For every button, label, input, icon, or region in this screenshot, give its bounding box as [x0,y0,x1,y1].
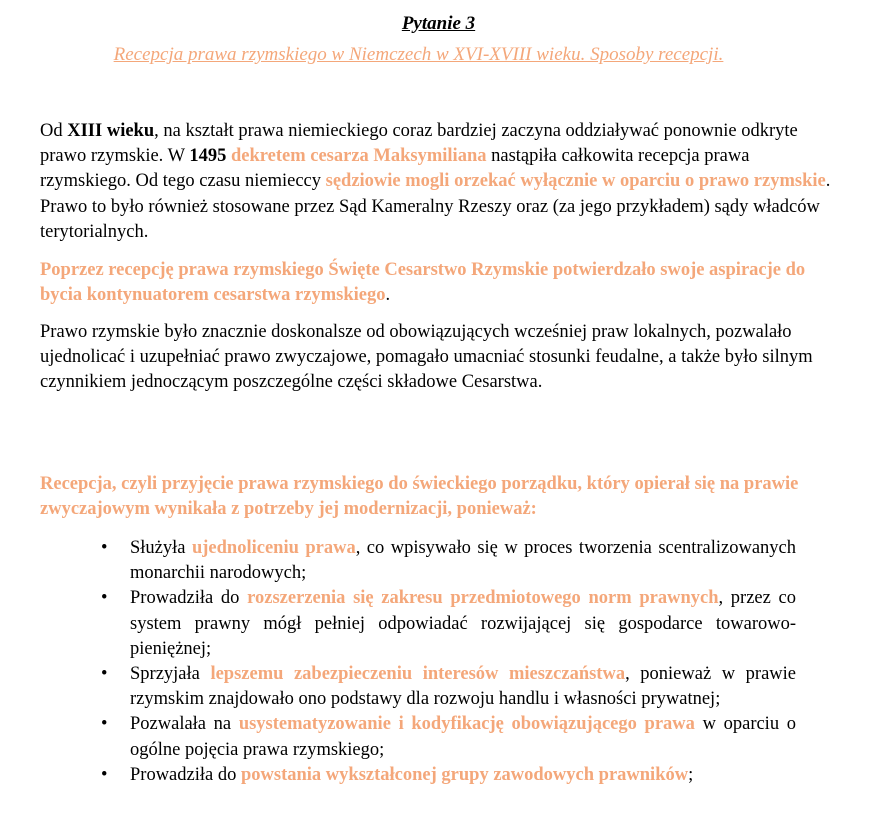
text-run: Prowadziła do [130,764,241,785]
bullet-icon: • [101,714,108,735]
highlighted-text: lepszemu zabezpieczeniu interesów mieszczaństwa [210,664,626,685]
question-subtitle: Recepcja prawa rzymskiego w Niemczech w XVI-XVIII wieku. Sposoby recepcji. [113,44,724,65]
highlighted-text: sędziowie mogli orzekać wyłącznie w oparciu o prawo rzymskie [325,171,826,192]
paragraph-reception-reasons [40,472,840,522]
text-run: , co wpisywało się w proces tworzenia scentralizowanych monarchii narodowych; [130,538,796,584]
text-run: . Prawo to było również stosowane przez Sąd Kameralny Rzeszy oraz (za jego przykładem) sądy władców terytorialnych. [40,171,831,242]
paragraph-reception-history [40,119,840,245]
text-run: Prawo rzymskie było znacznie doskonalsze od obowiązujących wcześniej praw lokalnych, pozwalało ujednolicać i uzupełniać prawo zwyczajowe, pomagało umacniać stosunki feudalne, a także było silnym czynnikiem jednoczącym poszczególne części składowe Cesarstwa. [40,322,813,393]
list-item [101,662,796,712]
list-item [101,763,796,788]
text-run: ; [688,764,694,785]
text-run: Służyła [130,538,192,558]
list-item [101,712,796,762]
text-run: Pozwalała na [130,714,239,735]
reasons-list [101,536,797,788]
bold-year: 1495 [189,146,227,167]
list-item [101,536,796,586]
highlighted-text: Poprzez recepcję prawa rzymskiego Święte Cesarstwo Rzymskie potwierdzało swoje aspiracje do bycia kontynuatorem cesarstwa rzymskiego [40,260,806,306]
highlighted-text: rozszerzenia się zakresu przedmiotowego norm prawnych [247,588,719,609]
text-run: nastąpiła całkowita recepcja prawa rzymskiego. Od tego czasu niemieccy [40,146,750,192]
highlighted-text: dekretem cesarza Maksymiliana [230,146,487,167]
text-run: . [385,285,391,306]
bullet-icon: • [101,538,108,558]
highlighted-text: ujednoliceniu prawa [191,538,356,558]
bullet-icon: • [101,664,108,685]
highlighted-text: usystematyzowanie i kodyfikację obowiązującego prawa [238,714,695,735]
bold-text: XIII wieku [67,121,155,141]
text-run: , na kształt prawa niemieckiego coraz bardziej zaczyna oddziaływać ponownie odkryte prawo rzymskie. W [40,121,798,167]
list-item [101,586,797,662]
text-run: , przez co system prawny mógł pełniej odpowiadać rozwijającej się gospodarce towarowo-pieniężnej; [130,588,797,659]
paragraph-roman-law-advantages [40,320,840,396]
bullet-icon: • [101,588,108,609]
text-run: Sprzyjała [130,664,211,685]
paragraph-empire-aspirations [40,258,840,308]
highlighted-text: Recepcja, czyli przyjęcie prawa rzymskiego do świeckiego porządku, który opierał się na prawie zwyczajowym wynikała z potrzeby jej modernizacji, ponieważ: [40,474,799,520]
bullet-icon: • [101,764,108,785]
highlighted-text: powstania wykształconej grupy zawodowych prawników [240,764,689,785]
text-run: Prowadziła do [130,588,248,609]
text-run: , ponieważ w prawie rzymskim znajdowało ono podstawy dla rozwoju handlu i własności prywatnej; [130,664,796,710]
text-run: w oparciu o ogólne pojęcia prawa rzymskiego; [130,714,796,760]
text-run: Od [40,121,68,141]
question-title: Pytanie 3 [401,13,476,34]
